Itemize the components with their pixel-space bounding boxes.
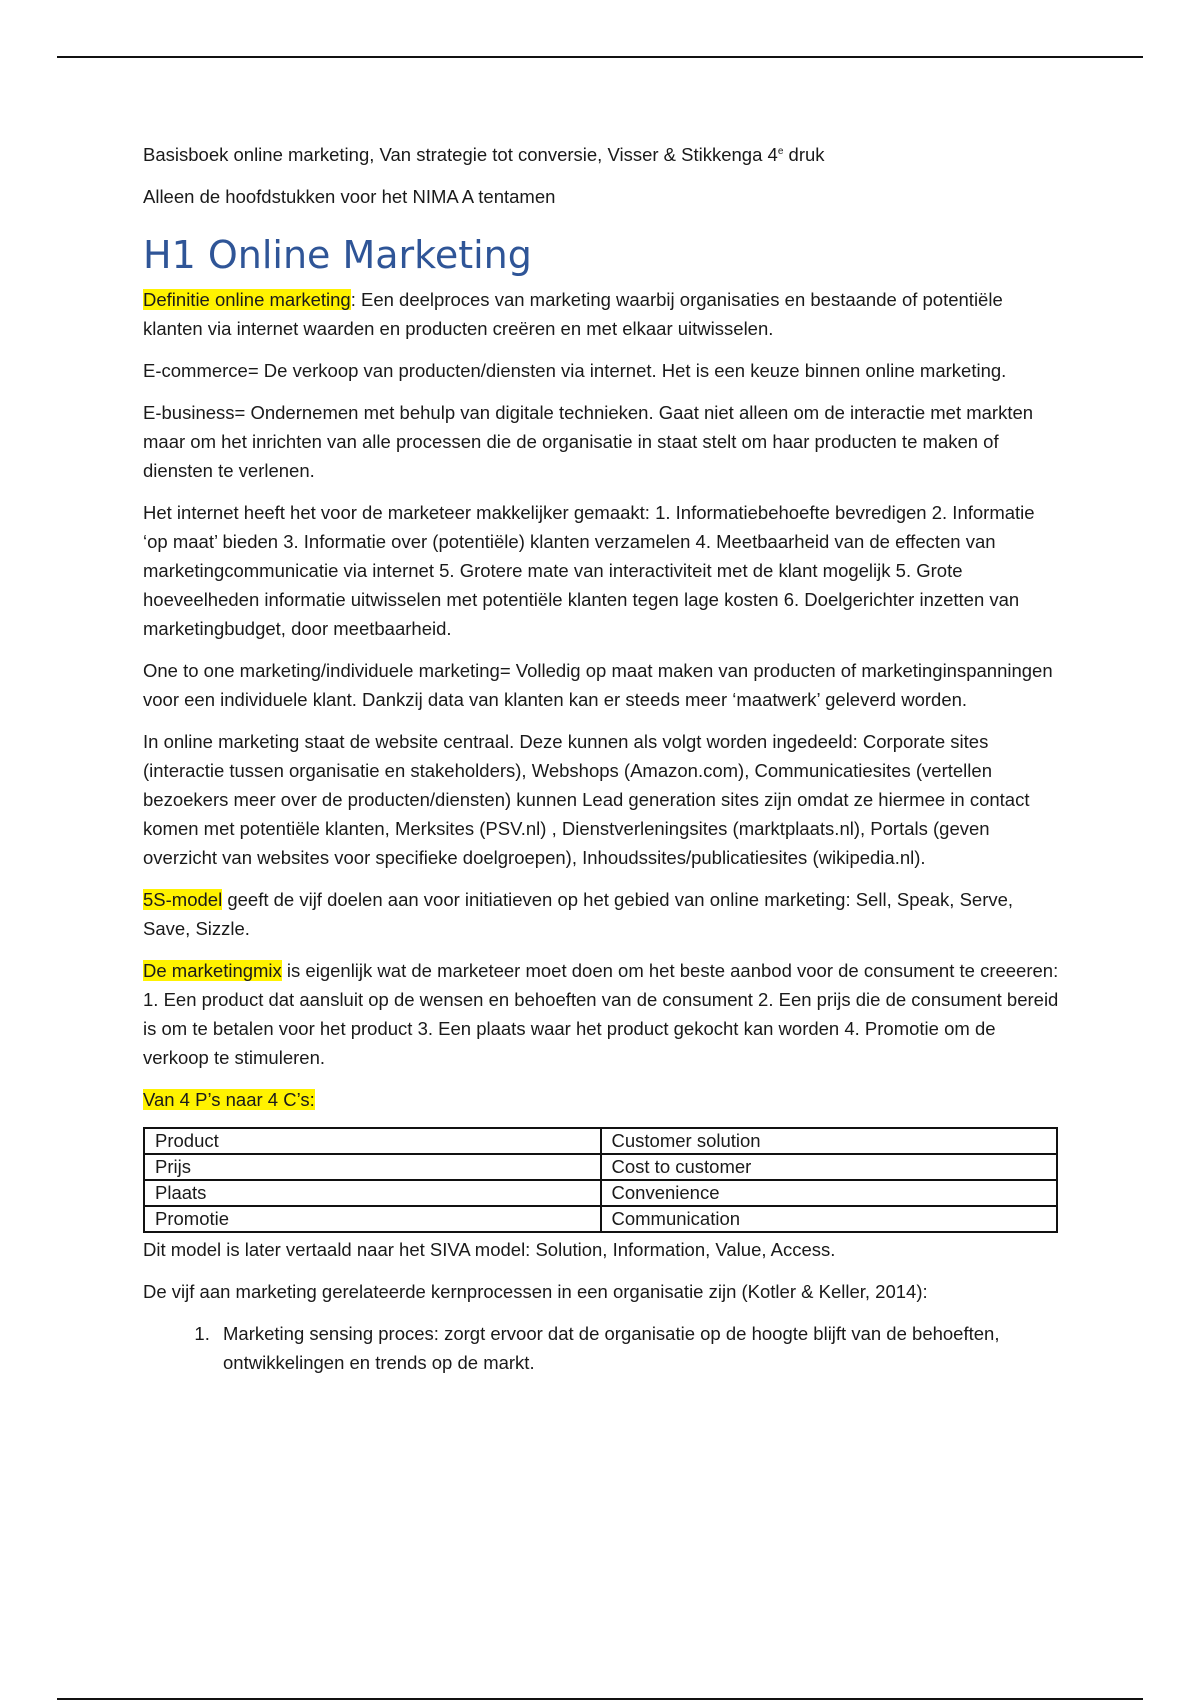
table-cell-c: Cost to customer <box>601 1154 1058 1180</box>
marketingmix-text: is eigenlijk wat de marketeer moet doen om het beste aanbod voor de consument te creeeren: 1. Een product dat aansluit op de wensen en behoeften van de consument 2. Een prijs die de consument bereid is om te betalen voor het product 3. Een plaats waar het product gekocht kan worden 4. Promotie om de verkoop te stimuleren. <box>143 960 1059 1068</box>
list-item: 1. Marketing sensing proces: zorgt ervoor dat de organisatie op de hoogte blijft van de behoeften, ontwikkelingen en trends op de markt. <box>215 1319 1063 1377</box>
table-row <box>144 1128 1057 1154</box>
four-ps-four-cs-table <box>143 1127 1058 1233</box>
top-rule <box>57 56 1143 58</box>
highlighted-term: Definitie online marketing <box>143 289 351 310</box>
table-cell-c: Convenience <box>601 1180 1058 1206</box>
definition-text: : Een deelproces van marketing waarbij organisaties en bestaande of potentiële klanten via internet waarden en producten creëren en met elkaar uitwisselen. <box>143 289 1003 339</box>
highlighted-label: Van 4 P’s naar 4 C’s: <box>143 1089 315 1110</box>
document-page <box>143 140 1063 1377</box>
ecommerce-paragraph: E-commerce= De verkoop van producten/diensten via internet. Het is een keuze binnen online marketing. <box>143 360 1007 381</box>
kernprocessen-paragraph: De vijf aan marketing gerelateerde kernprocessen in een organisatie zijn (Kotler & Keller, 2014): <box>143 1281 928 1302</box>
scope-line: Alleen de hoofdstukken voor het NIMA A tentamen <box>143 186 556 207</box>
model-5s-paragraph <box>143 885 1063 943</box>
table-cell-p: Product <box>144 1128 601 1154</box>
source-text-end: druk <box>783 144 825 165</box>
chapter-heading: H1 Online Marketing <box>143 233 532 277</box>
marketingmix-paragraph <box>143 956 1063 1072</box>
table-row <box>144 1180 1057 1206</box>
table-row <box>144 1206 1057 1232</box>
siva-paragraph: Dit model is later vertaald naar het SIVA model: Solution, Information, Value, Access. <box>143 1239 836 1260</box>
table-cell-p: Promotie <box>144 1206 601 1232</box>
websites-paragraph: In online marketing staat de website centraal. Deze kunnen als volgt worden ingedeeld: Corporate sites (interactie tussen organisatie en stakeholders), Webshops (Amazon.com), Communicatiesites (vertellen bezoekers meer over de producten/diensten) kunnen Lead generation sites zijn omdat ze hiermee in contact komen met potentiële klanten, Merksites (PSV.nl) , Dienstverleningsites (marktplaats.nl), Portals (geven overzicht van websites voor specifieke doelgroepen), Inhoudssites/publicatiesites (wikipedia.nl). <box>143 731 1030 868</box>
highlighted-term: 5S-model <box>143 889 223 910</box>
table-cell-c: Customer solution <box>601 1128 1058 1154</box>
source-line <box>143 140 1063 169</box>
table-cell-p: Plaats <box>144 1180 601 1206</box>
ebusiness-paragraph: E-business= Ondernemen met behulp van digitale technieken. Gaat niet alleen om de interactie met markten maar om het inrichten van alle processen die de organisatie in staat stelt om haar producten te maken of diensten te verlenen. <box>143 402 1034 481</box>
ps-to-cs-label <box>143 1085 1063 1114</box>
definition-paragraph <box>143 285 1063 343</box>
kernprocessen-list <box>143 1319 1063 1377</box>
one-to-one-paragraph: One to one marketing/individuele marketing= Volledig op maat maken van producten of marketinginspanningen voor een individuele klant. Dankzij data van klanten kan er steeds meer ‘maatwerk’ geleverd worden. <box>143 660 1053 710</box>
internet-paragraph: Het internet heeft het voor de marketeer makkelijker gemaakt: 1. Informatiebehoefte bevredigen 2. Informatie ‘op maat’ bieden 3. Informatie over (potentiële) klanten verzamelen 4. Meetbaarheid van de effecten van marketingcommunicatie via internet 5. Grotere mate van interactiviteit met de klant mogelijk 5. Grote hoeveelheden informatie uitwisselen met potentiële klanten tegen lage kosten 6. Doelgerichter inzetten van marketingbudget, door meetbaarheid. <box>143 502 1035 639</box>
model-5s-text: geeft de vijf doelen aan voor initiatieven op het gebied van online marketing: Sell, Speak, Serve, Save, Sizzle. <box>143 889 1014 939</box>
table-cell-c: Communication <box>601 1206 1058 1232</box>
highlighted-term: De marketingmix <box>143 960 282 981</box>
table-cell-p: Prijs <box>144 1154 601 1180</box>
source-text: Basisboek online marketing, Van strategie tot conversie, Visser & Stikkenga 4 <box>143 144 778 165</box>
table-row <box>144 1154 1057 1180</box>
edition-superscript: e <box>777 145 784 157</box>
